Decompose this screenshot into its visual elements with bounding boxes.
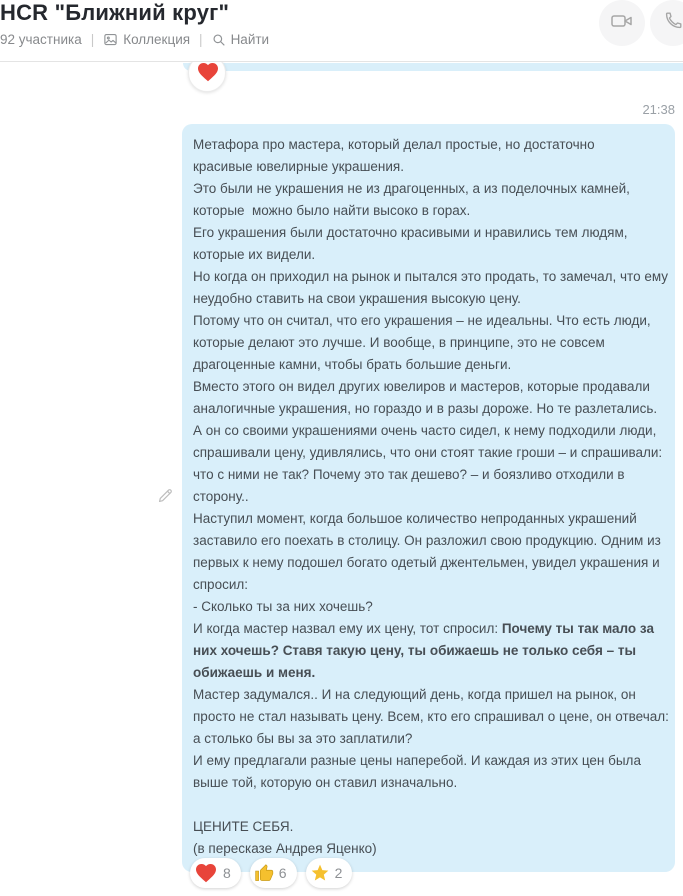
message-line: а столько бы вы за это заплатили? (193, 731, 413, 746)
star-emoji (310, 863, 330, 883)
message-line: И ему предлагали разные цены наперебой. И каждая из этих цен была (193, 753, 641, 768)
phone-icon (662, 10, 683, 37)
message-line: Это были не украшения не из драгоценных, а из поделочных камней, (193, 181, 630, 196)
message-line: которые можно было найти высоко в горах. (193, 203, 471, 218)
find-label: Найти (230, 32, 270, 47)
collection-link[interactable] (103, 32, 190, 47)
message-line: драгоценные камни, чтобы брать большие деньги. (193, 357, 512, 372)
message-line: которые их видели. (193, 247, 316, 262)
heart-emoji (194, 861, 218, 885)
gallery-icon (103, 32, 118, 47)
participants-count[interactable]: 92 участника (0, 32, 82, 47)
message-line: просто не стал называть цену. Всем, кто его спрашивал о цене, он отвечал: (193, 709, 669, 724)
search-icon (212, 33, 226, 47)
message-line: которые делают это лучше. И вообще, в принципе, это не совсем (193, 335, 605, 350)
message-bubble (182, 124, 675, 872)
reaction-count: 2 (334, 865, 343, 881)
message-line: Мастер задумался.. И на следующий день, когда пришел на рынок, он (193, 687, 636, 702)
reaction-count: 8 (223, 865, 231, 881)
message-line (193, 794, 664, 816)
heart-emoji (196, 62, 220, 84)
chat-subnav (0, 32, 269, 47)
message-line: что с ними не так? Почему это так дешево? – и боязливо отходили в (193, 467, 625, 482)
collection-label: Коллекция (123, 32, 191, 47)
message-line: красивые ювелирные украшения. (193, 159, 404, 174)
message-timestamp: 21:38 (642, 102, 675, 117)
message-line: Его украшения были достаточно красивыми и нравились тем людям, (193, 225, 628, 240)
message-line: Но когда он приходил на рынок и пытался это продать, то замечал, что ему (193, 269, 669, 284)
video-call-button[interactable] (599, 0, 645, 46)
message-line: выше той, которую он ставил изначально. (193, 775, 458, 790)
chat-title: HCR "Ближний круг" (0, 0, 230, 25)
divider: | (199, 32, 203, 47)
previous-message-reaction[interactable] (188, 62, 226, 92)
message-text (193, 134, 669, 860)
message-line: заставило его поехать в столицу. Он разложил свою продукцию. Одним из (193, 533, 661, 548)
thumbs-up-emoji (254, 863, 274, 883)
previous-message-bubble-edge (183, 63, 683, 71)
message-line: - Сколько ты за них хочешь? (193, 599, 373, 614)
reaction-count: 6 (278, 865, 287, 881)
message-line: И когда мастер назвал ему их цену, тот спросил: Почему ты так мало за (193, 621, 654, 636)
voice-call-button[interactable] (650, 0, 683, 46)
chat-header (0, 0, 683, 62)
message-line: Метафора про мастера, который делал простые, но достаточно (193, 137, 595, 152)
message-line: Потому что он считал, что его украшения – не идеальны. Что есть люди, (193, 313, 651, 328)
message-line: них хочешь? Ставя такую цену, ты обижаешь не только себя – ты (193, 643, 636, 658)
find-link[interactable] (212, 32, 270, 47)
pencil-icon[interactable] (156, 486, 175, 510)
message-line: обижаешь и меня. (193, 665, 316, 680)
reaction-pill[interactable] (190, 858, 241, 888)
message-line: А он со своими украшениями очень часто сидел, к нему подходили люди, (193, 423, 657, 438)
chat-area (0, 62, 683, 896)
message-line: Вместо этого он видел других ювелиров и мастеров, которые продавали (193, 379, 650, 394)
message-line: спросил: (193, 577, 248, 592)
message-line: сторону.. (193, 489, 249, 504)
video-camera-icon (610, 9, 634, 38)
reaction-pill[interactable] (306, 858, 353, 888)
message-reactions (190, 858, 352, 888)
message-line: спрашивали цену, удивлялись, что они стоят такие гроши – и спрашивали: (193, 445, 663, 460)
reaction-pill[interactable] (250, 858, 297, 888)
message-line: аналогичные украшения, но гораздо и в разы дороже. Но те разлетались. (193, 401, 658, 416)
call-buttons (599, 0, 683, 46)
message-line: Наступил момент, когда большое количество непроданных украшений (193, 511, 637, 526)
divider: | (90, 32, 95, 47)
message-line: (в пересказе Андрея Яценко) (193, 841, 377, 856)
message-line: первых к нему подошел богато одетый джентельмен, увидел украшения и (193, 555, 660, 570)
message-line: ЦЕНИТЕ СЕБЯ. (193, 819, 294, 834)
message-line: неудобно ставить на свои украшения высокую цену. (193, 291, 521, 306)
